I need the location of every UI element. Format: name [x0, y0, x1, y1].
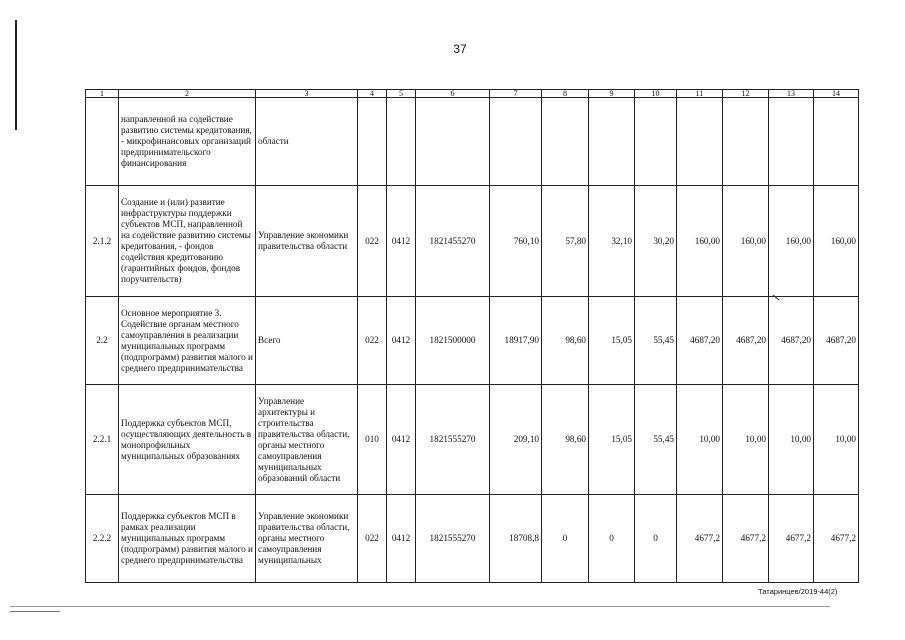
executor: Управление архитектуры и строительства правительства области, органы местного самоуправления муниципальных образований области	[256, 385, 358, 495]
row-number: 2.2.2	[86, 495, 119, 583]
header-cell: 8	[542, 90, 589, 98]
header-cell: 4	[358, 90, 387, 98]
executor: Всего	[256, 297, 358, 385]
scan-bottom-line	[10, 606, 830, 607]
kbk-target: 1821455270	[416, 186, 490, 297]
total-amount: 18917,90	[490, 297, 542, 385]
cell	[635, 98, 677, 186]
header-cell: 14	[814, 90, 859, 98]
cell	[490, 98, 542, 186]
cell	[589, 98, 635, 186]
header-cell: 1	[86, 90, 119, 98]
header-cell: 2	[119, 90, 256, 98]
kbk-grbs: 010	[358, 385, 387, 495]
table-row	[86, 98, 859, 186]
row-number: 2.1.2	[86, 186, 119, 297]
cell	[358, 98, 387, 186]
header-cell: 5	[387, 90, 416, 98]
header-cell: 6	[416, 90, 490, 98]
year-amount: 15,05	[589, 385, 635, 495]
header-cell: 10	[635, 90, 677, 98]
year-amount: 0	[542, 495, 589, 583]
executor: Управление экономики правительства области	[256, 186, 358, 297]
year-amount: 10,00	[769, 385, 814, 495]
header-cell: 12	[723, 90, 769, 98]
table-row	[86, 385, 859, 495]
year-amount: 4687,20	[677, 297, 723, 385]
year-amount: 98,60	[542, 297, 589, 385]
year-amount: 57,80	[542, 186, 589, 297]
year-amount: 0	[635, 495, 677, 583]
year-amount: 160,00	[677, 186, 723, 297]
year-amount: 10,00	[814, 385, 859, 495]
kbk-grbs: 022	[358, 186, 387, 297]
kbk-section: 0412	[387, 297, 416, 385]
year-amount: 4687,20	[723, 297, 769, 385]
scan-margin-line	[15, 20, 17, 130]
measure-name: направленной на содействие развитию системы кредитования, - микрофинансовых организаций предпринимательского финансирования	[119, 98, 256, 186]
year-amount: 4677,2	[677, 495, 723, 583]
cell	[542, 98, 589, 186]
total-amount: 760,10	[490, 186, 542, 297]
kbk-section: 0412	[387, 186, 416, 297]
measure-name: Поддержка субъектов МСП, осуществляющих деятельность в монопрофильных муниципальных образованиях	[119, 385, 256, 495]
year-amount: 4687,20	[769, 297, 814, 385]
kbk-section: 0412	[387, 495, 416, 583]
budget-table	[85, 89, 859, 583]
year-amount: 10,00	[677, 385, 723, 495]
header-cell: 11	[677, 90, 723, 98]
year-amount: 30,20	[635, 186, 677, 297]
cell	[387, 98, 416, 186]
measure-name: Создание и (или) развитие инфраструктуры поддержки субъектов МСП, направленной на содействие развитию системы кредитования, - фондов содействия кредитованию (гарантийных фондов, фондов поручительств)	[119, 186, 256, 297]
header-cell: 7	[490, 90, 542, 98]
cell	[416, 98, 490, 186]
header-cell: 3	[256, 90, 358, 98]
year-amount: 4687,20	[814, 297, 859, 385]
year-amount: 160,00	[723, 186, 769, 297]
total-amount: 209,10	[490, 385, 542, 495]
cell	[723, 98, 769, 186]
year-amount: 0	[589, 495, 635, 583]
year-amount: 4677,2	[814, 495, 859, 583]
year-amount: 160,00	[814, 186, 859, 297]
kbk-section: 0412	[387, 385, 416, 495]
kbk-target: 1821500000	[416, 297, 490, 385]
document-footer-id: Татаринцев/2019-44(2)	[758, 587, 838, 596]
year-amount: 55,45	[635, 297, 677, 385]
measure-name: Поддержка субъектов МСП в рамках реализации муниципальных программ (подпрограмм) развития малого и среднего предпринимательства	[119, 495, 256, 583]
year-amount: 15,05	[589, 297, 635, 385]
cell	[814, 98, 859, 186]
executor: области	[256, 98, 358, 186]
row-number: 2.2	[86, 297, 119, 385]
table-row	[86, 297, 859, 385]
executor: Управление экономики правительства области, органы местного самоуправления муниципальных	[256, 495, 358, 583]
header-row	[86, 90, 859, 98]
year-amount: 4677,2	[723, 495, 769, 583]
kbk-target: 1821555270	[416, 385, 490, 495]
cell	[769, 98, 814, 186]
header-cell: 9	[589, 90, 635, 98]
kbk-grbs: 022	[358, 297, 387, 385]
table-row	[86, 495, 859, 583]
cell	[677, 98, 723, 186]
kbk-grbs: 022	[358, 495, 387, 583]
header-cell: 13	[769, 90, 814, 98]
page-number: 37	[453, 42, 467, 56]
year-amount: 32,10	[589, 186, 635, 297]
year-amount: 98,60	[542, 385, 589, 495]
table-row	[86, 186, 859, 297]
row-number	[86, 98, 119, 186]
year-amount: 4677,2	[769, 495, 814, 583]
measure-name: Основное мероприятие 3. Содействие органам местного самоуправления в реализации муниципальных программ (подпрограмм) развития малого и среднего предпринимательства	[119, 297, 256, 385]
year-amount: 10,00	[723, 385, 769, 495]
row-number: 2.2.1	[86, 385, 119, 495]
year-amount: 160,00	[769, 186, 814, 297]
kbk-target: 1821555270	[416, 495, 490, 583]
scan-bottom-mark	[10, 611, 60, 612]
total-amount: 18708,8	[490, 495, 542, 583]
year-amount: 55,45	[635, 385, 677, 495]
